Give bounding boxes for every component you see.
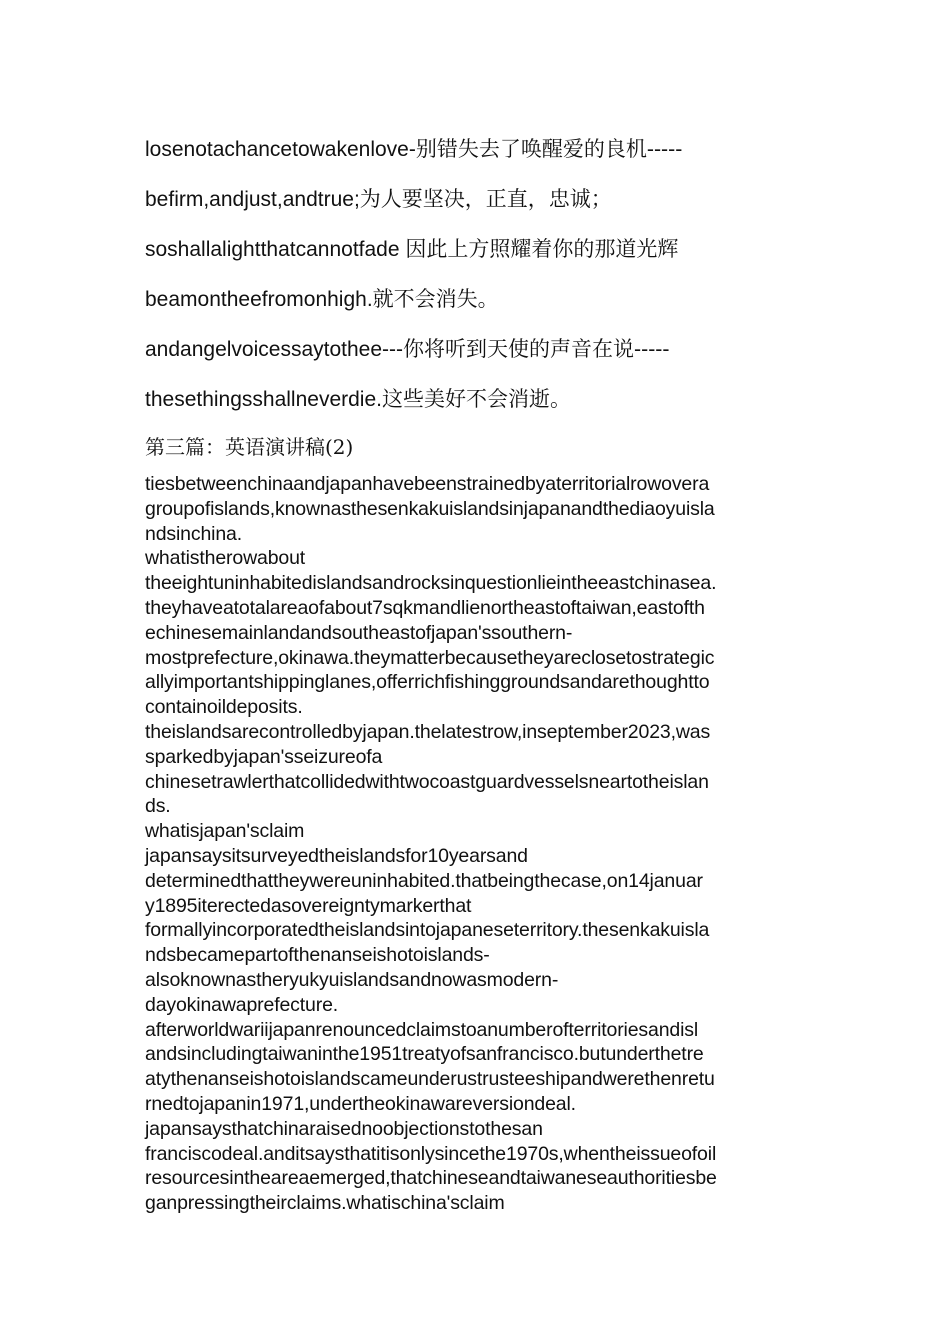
body-line: groupofislands,knownasthesenkakuislandsinjapanandthediaoyuisla — [145, 497, 715, 520]
body-line: japansaysthatchinaraisednoobjectionstothesan — [145, 1117, 543, 1140]
body-line: ndsinchina. — [145, 522, 243, 545]
poem-line-chinese: 就不会消失。 — [372, 287, 499, 311]
body-line: ds. — [145, 795, 171, 818]
body-line: atythenanseishotoislandscameunderustrusteeshipandwerethenretu — [145, 1068, 715, 1091]
body-line: alsoknownastheryukyuislandsandnowasmodern- — [145, 968, 559, 991]
poem-line — [145, 136, 682, 163]
poem-line — [145, 336, 669, 363]
body-line: containoildeposits. — [145, 696, 303, 719]
poem-line-chinese: 你将听到天使的声音在说----- — [403, 337, 670, 361]
poem-line-english: soshallalightthatcannotfade — [145, 238, 406, 261]
body-line: determinedthattheywereuninhabited.thatbeingthecase,on14januar — [145, 869, 703, 892]
poem-line-english: losenotachancetowakenlove- — [145, 138, 416, 161]
poem-line-english: andangelvoicessaytothee--- — [145, 338, 403, 361]
body-line: whatisjapan'sclaim — [145, 820, 305, 843]
poem-line — [145, 286, 499, 313]
body-line: theeightuninhabitedislandsandrocksinquestionlieintheeastchinasea. — [145, 572, 717, 595]
poem-line — [145, 236, 678, 263]
body-line: echinesemainlandandsoutheastofjapan'ssouthern- — [145, 621, 573, 644]
poem-line-chinese: 别错失去了唤醒爱的良机----- — [415, 137, 683, 161]
body-line: tiesbetweenchinaandjapanhavebeenstrainedbyaterritorialrowovera — [145, 473, 710, 495]
body-line: ndsbecamepartofthenanseishotoislands- — [145, 944, 490, 967]
body-line: chinesetrawlerthatcollidedwithtwocoastguardvesselsneartotheislan — [145, 770, 709, 793]
poem-line-chinese: 为人要坚决，正直，忠诚； — [359, 187, 612, 211]
body-line: ganpressingtheirclaims.whatischina'sclaim — [145, 1192, 505, 1215]
body-line: y1895iterectedasovereigntymarkerthat — [145, 894, 472, 917]
body-line: franciscodeal.anditsaysthatitisonlysincethe1970s,whentheissueofoil — [145, 1142, 717, 1165]
poem-line-chinese: 因此上方照耀着你的那道光辉 — [405, 237, 679, 261]
body-line: theyhaveatotalareaofabout7sqkmandlienortheastoftaiwan,eastofth — [145, 596, 705, 619]
poem-line-english: thesethingsshallneverdie. — [145, 388, 382, 411]
poem-line — [145, 186, 612, 213]
body-line: japansaysitsurveyedtheislandsfor10yearsand — [145, 844, 528, 867]
poem-line-english: befirm,andjust,andtrue; — [145, 188, 360, 211]
body-line: afterworldwariijapanrenouncedclaimstoanumberofterritoriesandisl — [145, 1018, 699, 1041]
body-line: whatistherowabout — [145, 547, 306, 570]
body-line: formallyincorporatedtheislandsintojapaneseterritory.thesenkakuisla — [145, 919, 710, 942]
body-line: mostprefecture,okinawa.theymatterbecausetheyareclosetostrategic — [145, 646, 715, 669]
poem-line-english: beamontheefromonhigh. — [145, 288, 373, 311]
poem-line — [145, 386, 571, 413]
body-line: sparkedbyjapan'sseizureofa — [145, 745, 383, 768]
body-line: rnedtojapanin1971,undertheokinawareversiondeal. — [145, 1092, 576, 1115]
section-heading: 第三篇：英语演讲稿(2) — [145, 435, 354, 459]
speech-body — [145, 472, 815, 1216]
body-line: allyimportantshippinglanes,offerrichfishinggroundsandarethoughtto — [145, 671, 710, 694]
body-line: theislandsarecontrolledbyjapan.thelatestrow,inseptember2023,was — [145, 720, 711, 743]
poem-line-chinese: 这些美好不会消逝。 — [382, 387, 571, 411]
body-line: andsincludingtaiwaninthe1951treatyofsanfrancisco.butunderthetre — [145, 1043, 704, 1066]
body-line: dayokinawaprefecture. — [145, 993, 339, 1016]
body-line: resourcesintheareaemerged,thatchineseandtaiwaneseauthoritiesbe — [145, 1167, 717, 1190]
